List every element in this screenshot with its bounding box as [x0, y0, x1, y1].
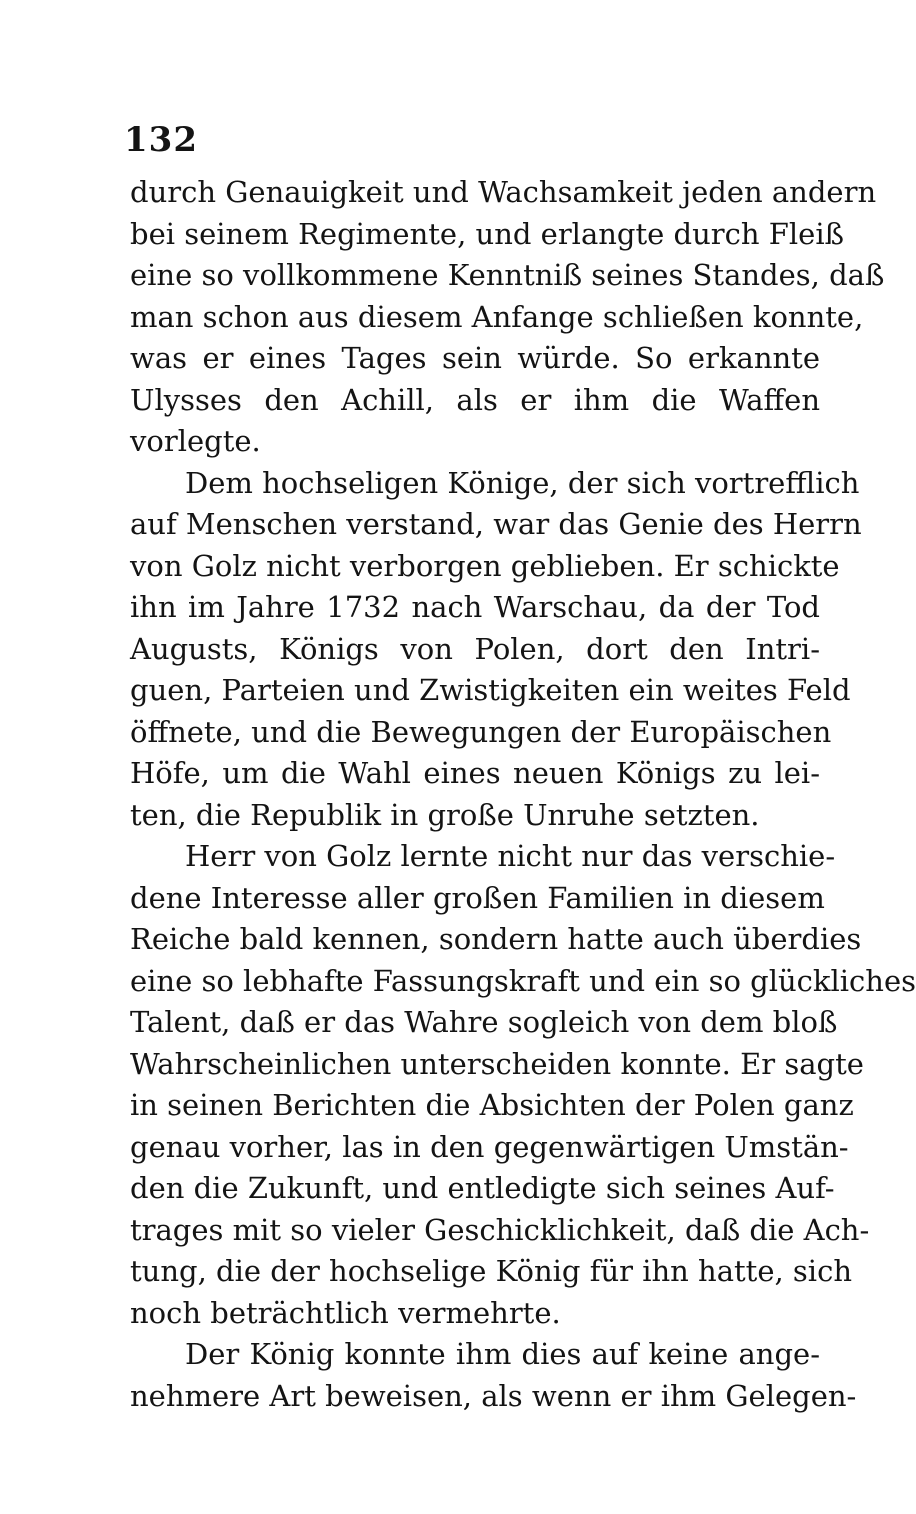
text-line: eine so vollkommene Kenntniß seines Standes, daß [130, 258, 885, 292]
text-line: guen, Parteien und Zwistigkeiten ein weites Feld [130, 673, 851, 707]
text-line: von Golz nicht verborgen geblieben. Er schickte [130, 548, 840, 583]
text-line: durch Genauigkeit und Wachsamkeit jeden andern [130, 175, 877, 209]
text-line: Augusts, Königs von Polen, dort den Intri- [130, 631, 820, 666]
text-line: Reiche bald kennen, sondern hatte auch überdies [130, 922, 862, 956]
text-line: was er eines Tages sein würde. So erkannte [130, 341, 820, 375]
text-line: Wahrscheinlichen unterscheiden konnte. Er sagte [130, 1046, 864, 1081]
text-line: tung, die der hochselige König für ihn hatte, sich [130, 1254, 852, 1288]
text-line: dene Interesse aller großen Familien in diesem [130, 880, 825, 915]
text-line: genau vorher, las in den gegenwärtigen Umstän- [130, 1129, 849, 1164]
text-line: ihn im Jahre 1732 nach Warschau, da der Tod [130, 590, 820, 624]
text-line: Talent, daß er das Wahre sogleich von dem bloß [130, 1005, 838, 1039]
text-line: Herr von Golz lernte nicht nur das verschie- [185, 839, 836, 873]
body-text [130, 172, 916, 1417]
text-line: in seinen Berichten die Absichten der Polen ganz [130, 1088, 854, 1122]
text-line: Der König konnte ihm dies auf keine ange- [185, 1337, 820, 1371]
text-line: Dem hochseligen Könige, der sich vortrefflich [185, 465, 860, 500]
text-line: bei seinem Regimente, und erlangte durch Fleiß [130, 216, 844, 251]
text-line: eine so lebhafte Fassungskraft und ein so glückliches [130, 963, 916, 998]
text-line: nehmere Art beweisen, als wenn er ihm Gelegen- [130, 1378, 857, 1413]
text-line: vorlegte. [130, 424, 261, 458]
text-line: Höfe, um die Wahl eines neuen Königs zu lei- [130, 756, 820, 790]
text-line: öffnete, und die Bewegungen der Europäischen [130, 714, 832, 749]
text-line: auf Menschen verstand, war das Genie des Herrn [130, 507, 862, 541]
text-line: man schon aus diesem Anfange schließen konnte, [130, 299, 864, 334]
text-line: trages mit so vieler Geschicklichkeit, daß die Ach- [130, 1212, 870, 1247]
text-line: Ulysses den Achill, als er ihm die Waffen [130, 382, 820, 417]
text-line: den die Zukunft, und entledigte sich seines Auf- [130, 1171, 835, 1205]
text-line: noch beträchtlich vermehrte. [130, 1295, 561, 1330]
text-line: ten, die Republik in große Unruhe setzten. [130, 797, 760, 832]
page-number: 132 [124, 120, 198, 160]
